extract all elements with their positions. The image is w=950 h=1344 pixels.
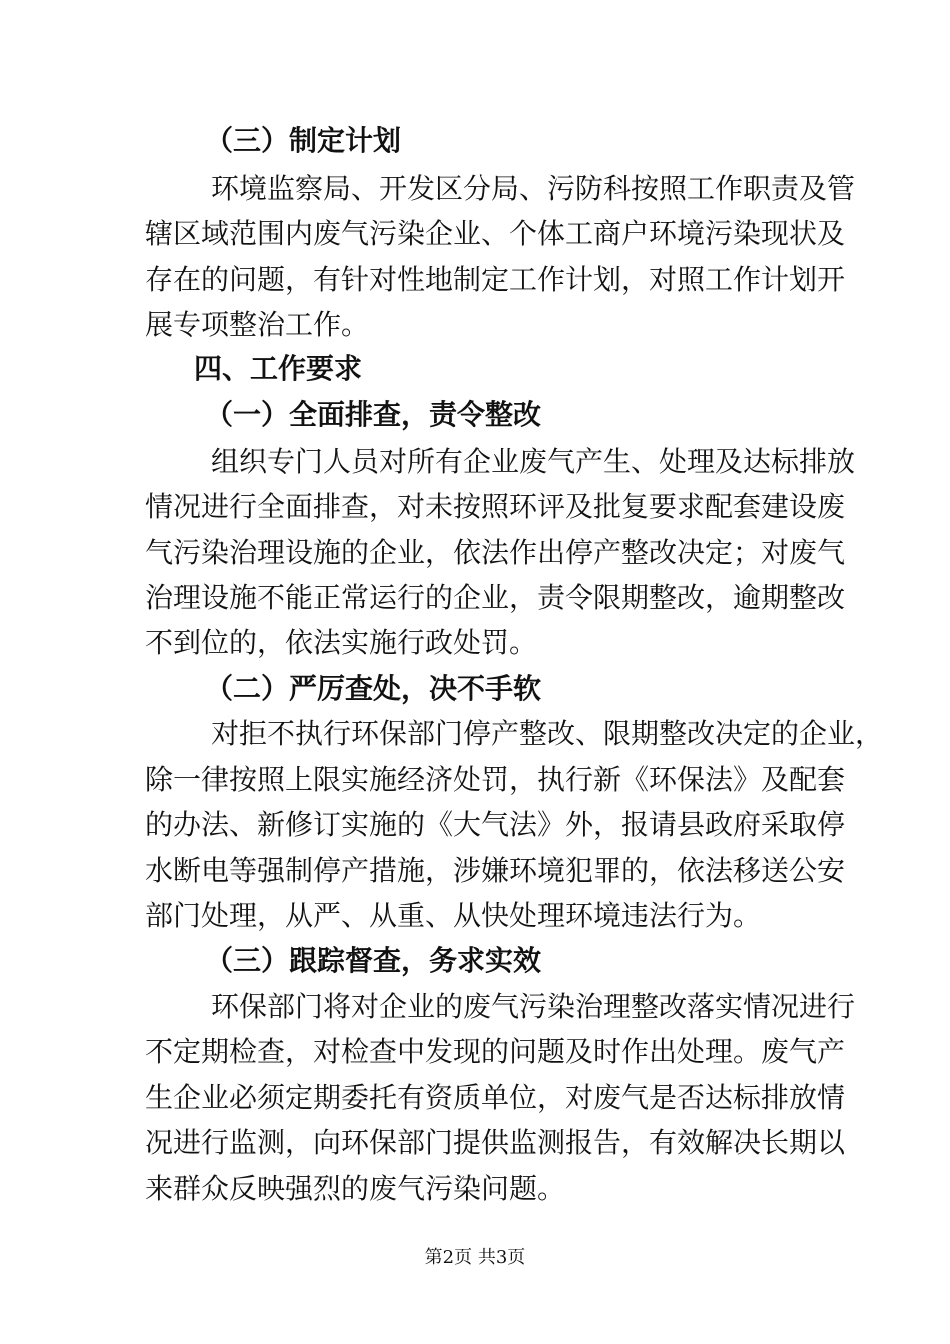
body-line: 部门处理，从严、从重、从快处理环境违法行为。 (145, 899, 762, 932)
body-line: 治理设施不能正常运行的企业，责令限期整改，逾期整改 (145, 581, 846, 614)
body-line: 水断电等强制停产措施，涉嫌环境犯罪的，依法移送公安 (145, 854, 846, 887)
body-line: 环境监察局、开发区分局、污防科按照工作职责及管 (211, 172, 856, 205)
body-line: 环保部门将对企业的废气污染治理整改落实情况进行 (211, 990, 856, 1023)
body-line: 来群众反映强烈的废气污染问题。 (145, 1172, 566, 1205)
section-heading: （三）制定计划 (205, 124, 402, 157)
page-number-footer: 第2页 共3页 (424, 1247, 526, 1268)
body-line: 情况进行全面排查，对未按照环评及批复要求配套建设废 (145, 490, 846, 523)
body-line: 生企业必须定期委托有资质单位，对废气是否达标排放情 (145, 1081, 846, 1114)
body-line: 对拒不执行环保部门停产整改、限期整改决定的企业， (211, 717, 884, 750)
body-line: 不到位的，依法实施行政处罚。 (145, 626, 538, 659)
body-line: 况进行监测，向环保部门提供监测报告，有效解决长期以 (145, 1126, 846, 1159)
body-line: 不定期检查，对检查中发现的问题及时作出处理。废气产 (145, 1035, 846, 1068)
section-heading: （三）跟踪督查，务求实效 (205, 944, 542, 977)
section-heading: （一）全面排查，责令整改 (205, 398, 542, 431)
body-line: 辖区域范围内废气污染企业、个体工商户环境污染现状及 (145, 217, 846, 250)
body-line: 存在的问题，有针对性地制定工作计划，对照工作计划开 (145, 263, 846, 296)
body-line: 展专项整治工作。 (145, 308, 370, 341)
body-line: 的办法、新修订实施的《大气法》外，报请县政府采取停 (145, 808, 846, 841)
body-line: 组织专门人员对所有企业废气产生、处理及达标排放 (211, 445, 856, 478)
chapter-heading: 四、工作要求 (194, 352, 363, 385)
body-line: 除一律按照上限实施经济处罚，执行新《环保法》及配套 (145, 763, 846, 796)
body-line: 气污染治理设施的企业，依法作出停产整改决定；对废气 (145, 536, 846, 569)
section-heading: （二）严厉查处，决不手软 (205, 672, 542, 705)
